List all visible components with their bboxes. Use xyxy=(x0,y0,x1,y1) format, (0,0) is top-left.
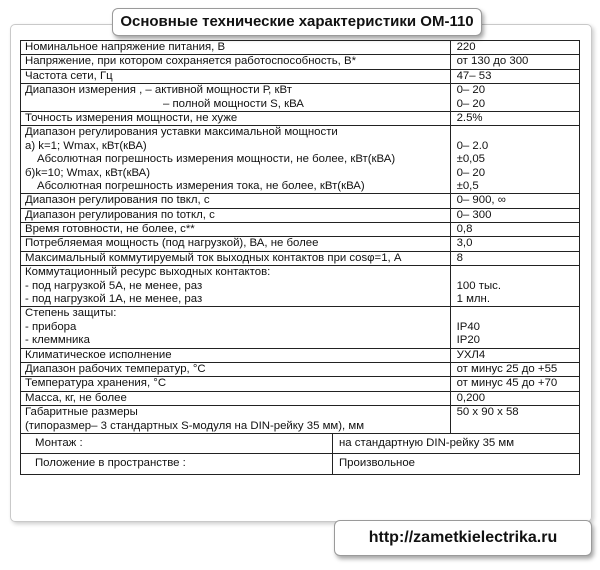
spec-value xyxy=(450,406,579,434)
spec-value xyxy=(450,348,579,362)
spec-value xyxy=(450,237,579,251)
spec-value-line: 3,0 xyxy=(456,237,473,250)
spec-label xyxy=(21,223,451,237)
spec-row xyxy=(21,406,580,434)
spec-value xyxy=(450,266,579,307)
spec-value-line: от минус 25 до +55 xyxy=(456,362,558,375)
spec-label xyxy=(21,208,451,222)
spec-label-line: Точность измерения мощности, не хуже xyxy=(25,111,238,124)
spec-value-line: 0– 20 xyxy=(456,166,486,179)
spec-row-mounting xyxy=(21,433,580,453)
spec-value xyxy=(450,41,579,55)
spec-label-line: - клеммника xyxy=(25,334,90,347)
spec-value xyxy=(450,69,579,83)
spec-value-line: 2.5% xyxy=(456,111,483,124)
spec-label-line: Абсолютная погрешность измерения тока, не более, кВт(кВА) xyxy=(37,179,365,192)
spec-value-line xyxy=(457,307,575,320)
spec-value-line: 0– 20 xyxy=(456,84,486,97)
spec-label-line: Коммутационный ресурс выходных контактов: xyxy=(25,266,271,279)
spec-label-line: - под нагрузкой 5А, не менее, раз xyxy=(25,279,203,292)
page-title: Основные технические характеристики ОМ-110 xyxy=(112,8,482,36)
spec-row xyxy=(21,84,580,112)
spec-label-line: Время готовности, не более, с** xyxy=(25,223,195,236)
spec-label-line: Абсолютная погрешность измерения мощности, не более, кВт(кВА) xyxy=(37,153,396,166)
spec-label-line: - прибора xyxy=(25,320,77,333)
spec-label-line: Диапазон регулирования уставки максимальной мощности xyxy=(25,126,338,139)
spec-value-line: ±0,05 xyxy=(456,153,485,166)
spec-value xyxy=(450,251,579,265)
spec-value-line: 0– 300 xyxy=(456,208,492,221)
spec-row xyxy=(21,208,580,222)
spec-label: Положение в пространстве : xyxy=(21,454,333,473)
spec-label-line: Номинальное напряжение питания, В xyxy=(25,41,226,53)
spec-label xyxy=(21,251,451,265)
spec-label-line: Масса, кг, не более xyxy=(25,391,127,404)
spec-row xyxy=(21,111,580,125)
spec-row xyxy=(21,377,580,391)
spec-label xyxy=(21,307,451,348)
spec-value xyxy=(450,111,579,125)
spec-value-line: 0– 20 xyxy=(456,97,486,110)
spec-label-line: - под нагрузкой 1А, не менее, раз xyxy=(25,293,203,306)
spec-value-line: 220 xyxy=(456,41,476,53)
spec-label xyxy=(21,111,451,125)
spec-row xyxy=(21,223,580,237)
spec-label xyxy=(21,126,451,194)
spec-row xyxy=(21,126,580,194)
spec-row-mounting xyxy=(21,454,580,474)
spec-label xyxy=(21,69,451,83)
spec-value-line xyxy=(457,266,575,279)
spec-value-line: ±0,5 xyxy=(456,179,479,192)
spec-value-line: 0– 2.0 xyxy=(456,139,489,152)
spec-value-line: 100 тыс. xyxy=(456,279,502,292)
spec-label xyxy=(21,391,451,405)
spec-label-line: Потребляемая мощность (под нагрузкой), ВА, не более xyxy=(25,237,319,250)
spec-label-line: Степень защиты: xyxy=(25,307,117,320)
spec-value-line: 0– 900, ∞ xyxy=(456,194,506,207)
spec-value xyxy=(450,126,579,194)
spec-label-line: (типоразмер– 3 стандартных S-модуля на DIN-рейку 35 мм), мм xyxy=(25,419,365,432)
spec-row xyxy=(21,41,580,55)
spec-label-line: Напряжение, при котором сохраняется работоспособность, В* xyxy=(25,55,357,68)
spec-value-line: 0,200 xyxy=(456,391,486,404)
spec-value-line xyxy=(457,420,575,433)
spec-label-line: Диапазон рабочих температур, °С xyxy=(25,362,206,375)
spec-label xyxy=(21,377,451,391)
spec-label xyxy=(21,55,451,69)
spec-value-line: 50 х 90 х 58 xyxy=(456,406,519,419)
spec-label xyxy=(21,237,451,251)
spec-row xyxy=(21,362,580,376)
spec-value-line: УХЛ4 xyxy=(456,348,486,361)
spec-value: Произвольное xyxy=(339,457,415,470)
spec-label-line: Климатическое исполнение xyxy=(25,348,172,361)
spec-value-line xyxy=(457,126,575,139)
spec-value-line: IP20 xyxy=(456,334,481,347)
spec-label xyxy=(21,194,451,208)
site-url-link[interactable]: http://zametkielectrika.ru xyxy=(334,520,592,556)
spec-table xyxy=(20,40,580,475)
spec-label-line: Диапазон измерения , – активной мощности Р, кВт xyxy=(25,84,292,97)
spec-value xyxy=(450,84,579,112)
spec-value xyxy=(450,194,579,208)
spec-row xyxy=(21,307,580,348)
spec-label xyxy=(21,362,451,376)
spec-label xyxy=(21,266,451,307)
spec-value xyxy=(450,55,579,69)
spec-value: на стандартную DIN-рейку 35 мм xyxy=(339,436,515,449)
spec-label-line: Частота сети, Гц xyxy=(25,69,113,82)
spec-row xyxy=(21,251,580,265)
spec-value-line: 0,8 xyxy=(456,223,473,236)
spec-row xyxy=(21,69,580,83)
spec-row xyxy=(21,266,580,307)
spec-row xyxy=(21,391,580,405)
spec-row xyxy=(21,348,580,362)
spec-value-line: 8 xyxy=(456,251,463,264)
spec-label xyxy=(21,84,451,112)
spec-label-line: – полной мощности S, кВА xyxy=(163,97,304,110)
spec-value xyxy=(450,208,579,222)
spec-label-line: б)k=10; Wmax, кВт(кВА) xyxy=(25,166,151,179)
spec-label-line: Диапазон регулирования по tвкл, с xyxy=(25,194,210,207)
spec-label xyxy=(21,406,451,434)
spec-label xyxy=(21,41,451,55)
spec-label-line: Максимальный коммутируемый ток выходных контактов при cosφ=1, А xyxy=(25,251,402,264)
spec-value xyxy=(450,307,579,348)
spec-label-line: Диапазон регулирования по tоткл, с xyxy=(25,208,215,221)
spec-value xyxy=(450,391,579,405)
spec-label: Монтаж : xyxy=(21,434,333,453)
spec-value-line: 47– 53 xyxy=(456,69,492,82)
spec-row xyxy=(21,194,580,208)
spec-value xyxy=(450,362,579,376)
spec-value xyxy=(450,377,579,391)
spec-label-line: а) k=1; Wmax, кВт(кВА) xyxy=(25,139,147,152)
spec-row xyxy=(21,55,580,69)
spec-row xyxy=(21,237,580,251)
spec-label xyxy=(21,348,451,362)
spec-value-line: IP40 xyxy=(456,320,481,333)
spec-label-line: Температура хранения, °С xyxy=(25,377,167,390)
spec-label-line: Габаритные размеры xyxy=(25,406,138,419)
spec-value xyxy=(450,223,579,237)
spec-value-line: от минус 45 до +70 xyxy=(456,377,558,390)
spec-value-line: от 130 до 300 xyxy=(456,55,529,68)
spec-value-line: 1 млн. xyxy=(456,293,491,306)
